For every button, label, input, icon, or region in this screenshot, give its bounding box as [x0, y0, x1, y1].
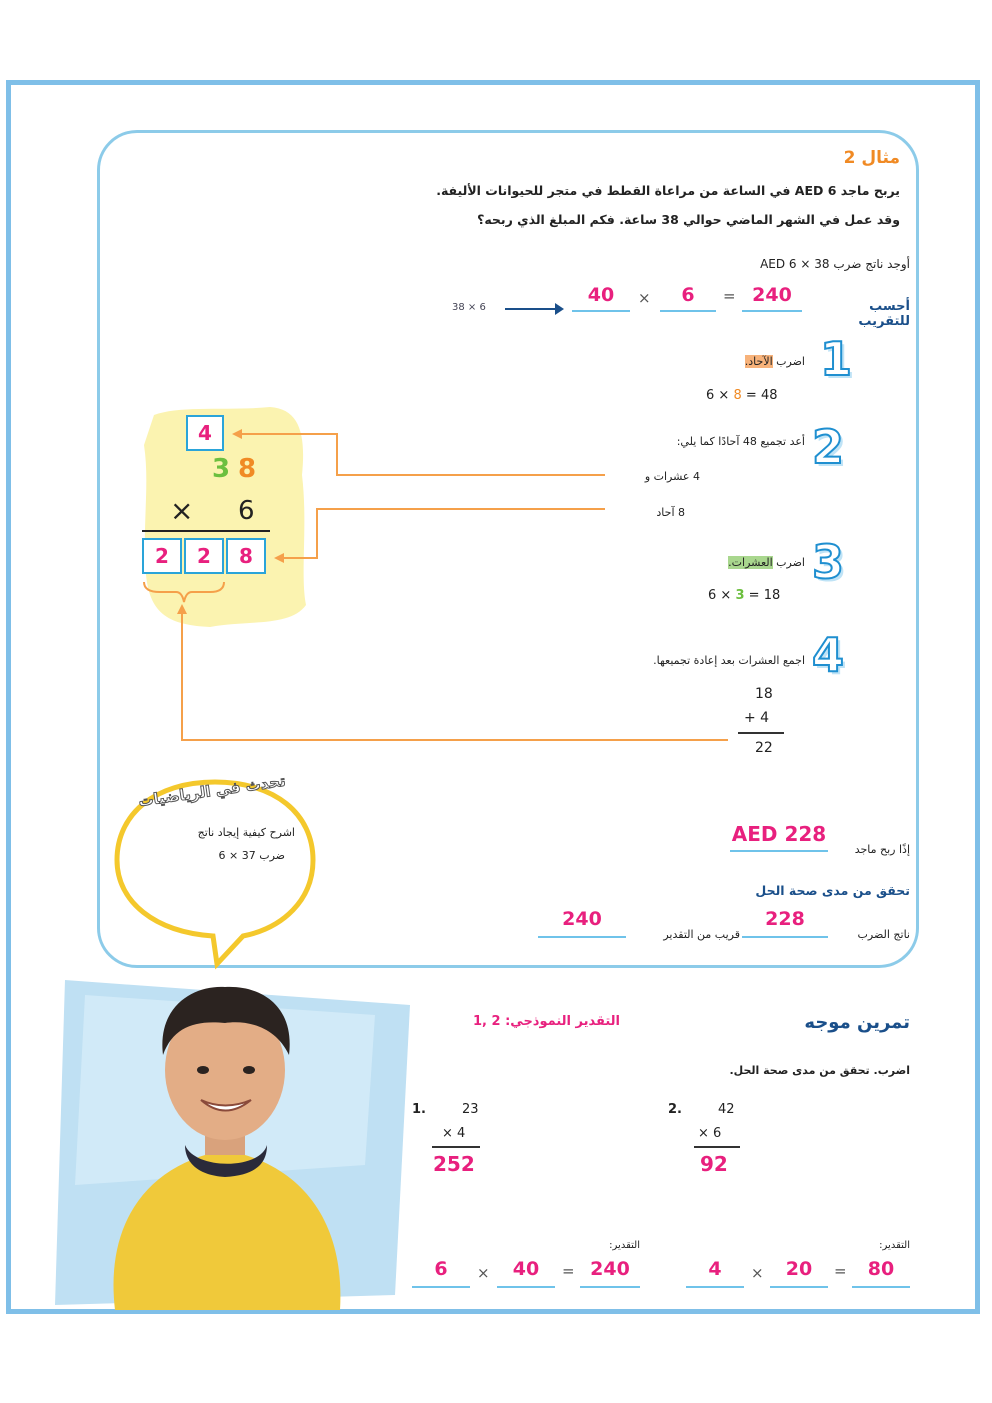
result-digit-ones[interactable]: 8: [226, 538, 266, 574]
find-text: أوجد ناتج ضرب AED 6 × 38: [760, 257, 910, 271]
speech-text-1: اشرح كيفية إيجاد ناتج: [197, 826, 295, 839]
step-1-times: ×: [718, 388, 730, 403]
top-ones-digit: 8: [238, 454, 257, 484]
result-digit-tens[interactable]: 2: [184, 538, 224, 574]
estimate-blank-a[interactable]: 40: [572, 284, 630, 312]
step-1-number: 1: [820, 332, 853, 386]
problem-1-est-result[interactable]: 240: [580, 1258, 640, 1288]
check-value-b[interactable]: 240: [538, 908, 626, 938]
step-2-text: أعد تجميع 48 آحادًا كما يلي:: [676, 435, 805, 448]
problem-2-estimate-label: التقدير:: [879, 1240, 910, 1251]
step-1-eq-a: 6: [706, 388, 715, 403]
equals-sign: =: [723, 287, 736, 305]
check-text-a: ناتج الضرب: [857, 928, 910, 941]
estimate-blank-b[interactable]: 6: [660, 284, 716, 312]
problem-line-1: يربح ماجد 6 AED في الساعة من مراعاة القطط في متجر للحيوانات الأليفة.: [436, 183, 900, 198]
problem-2-est-a[interactable]: 4: [686, 1258, 744, 1288]
check-value-a[interactable]: 228: [742, 908, 828, 938]
sum-result: 22: [755, 740, 773, 756]
problem-2-est-result[interactable]: 80: [852, 1258, 910, 1288]
step-3-pre: اضرب: [776, 556, 805, 569]
estimate-label: أحسب للتقريب: [858, 299, 910, 329]
problem-2-times: ×: [751, 1264, 764, 1282]
step-3-times: ×: [720, 588, 732, 603]
problem-2-line: [694, 1146, 740, 1148]
step-3-eq-b: 3: [735, 588, 745, 603]
times-sign: ×: [638, 289, 651, 307]
step-1-highlight: الآحاد.: [744, 355, 773, 368]
step-1-eq-b: 8: [733, 388, 742, 403]
multiplier-digit: 6: [238, 496, 255, 526]
sum-b: + 4: [744, 710, 770, 726]
step-4-number: 4: [812, 628, 845, 682]
problem-2-est-b[interactable]: 20: [770, 1258, 828, 1288]
problem-1-estimate-label: التقدير:: [609, 1240, 640, 1251]
model-estimate: التقدير النموذجي: 2 ,1: [473, 1014, 620, 1029]
step-3-eq-c: 18: [763, 588, 781, 603]
step-1-eq-c: 48: [760, 388, 778, 403]
multiply-sign: ×: [170, 494, 194, 527]
problem-1-equals: =: [562, 1262, 575, 1280]
practice-title: تمرين موجه: [804, 1012, 910, 1033]
step-3-eq-a: 6: [708, 588, 717, 603]
estimate-blank-result[interactable]: 240: [742, 284, 802, 312]
step-2-tens: 4 عشرات و: [644, 470, 700, 483]
estimate-expression: 38 × 6: [452, 302, 486, 313]
check-title: تحقق من مدى صحة الحل: [755, 883, 910, 898]
problem-1-answer[interactable]: 252: [433, 1152, 475, 1176]
problem-line-2: وقد عمل في الشهر الماضي حوالي 38 ساعة. فكم المبلغ الذي ربحه؟: [477, 212, 900, 227]
problem-1-times: ×: [477, 1264, 490, 1282]
step-1-equals: =: [745, 388, 757, 403]
step-2-number: 2: [812, 420, 845, 474]
sum-a: 18: [755, 686, 773, 702]
step-3-number: 3: [812, 535, 845, 589]
problem-1-bottom: × 4: [442, 1126, 466, 1141]
step-2-ones: 8 آحاد: [656, 506, 685, 519]
so-text: إذًا ربح ماجد: [854, 843, 910, 856]
problem-2-equals: =: [834, 1262, 847, 1280]
result-digit-hundreds[interactable]: 2: [142, 538, 182, 574]
carry-box[interactable]: 4: [186, 415, 224, 451]
step-4-text: اجمع العشرات بعد إعادة تجميعها.: [653, 654, 805, 667]
problem-1-top: 23: [462, 1102, 479, 1117]
problem-1-number: 1.: [412, 1102, 426, 1117]
problem-1-line: [432, 1146, 480, 1148]
problem-2-number: 2.: [668, 1102, 682, 1117]
speech-text-2: ضرب 37 × 6: [218, 849, 285, 862]
problem-2-top: 42: [718, 1102, 735, 1117]
answer-blank[interactable]: AED 228: [730, 822, 828, 852]
speech-title: تحدث في الرياضيات: [137, 771, 287, 811]
top-tens-digit: 3: [212, 454, 231, 484]
problem-2-bottom: × 6: [698, 1126, 722, 1141]
step-3-equals: =: [748, 588, 760, 603]
problem-1-est-b[interactable]: 40: [497, 1258, 555, 1288]
step-1-pre: اضرب: [776, 355, 805, 368]
problem-2-answer[interactable]: 92: [700, 1152, 728, 1176]
practice-instructions: اضرب. تحقق من مدى صحة الحل.: [729, 1064, 910, 1077]
check-text-b: قريب من التقدير: [663, 928, 740, 941]
problem-1-est-a[interactable]: 6: [412, 1258, 470, 1288]
student-photo: [45, 965, 420, 1310]
step-3-highlight: العشرات.: [728, 556, 773, 569]
example-title: مثال 2: [843, 148, 900, 168]
